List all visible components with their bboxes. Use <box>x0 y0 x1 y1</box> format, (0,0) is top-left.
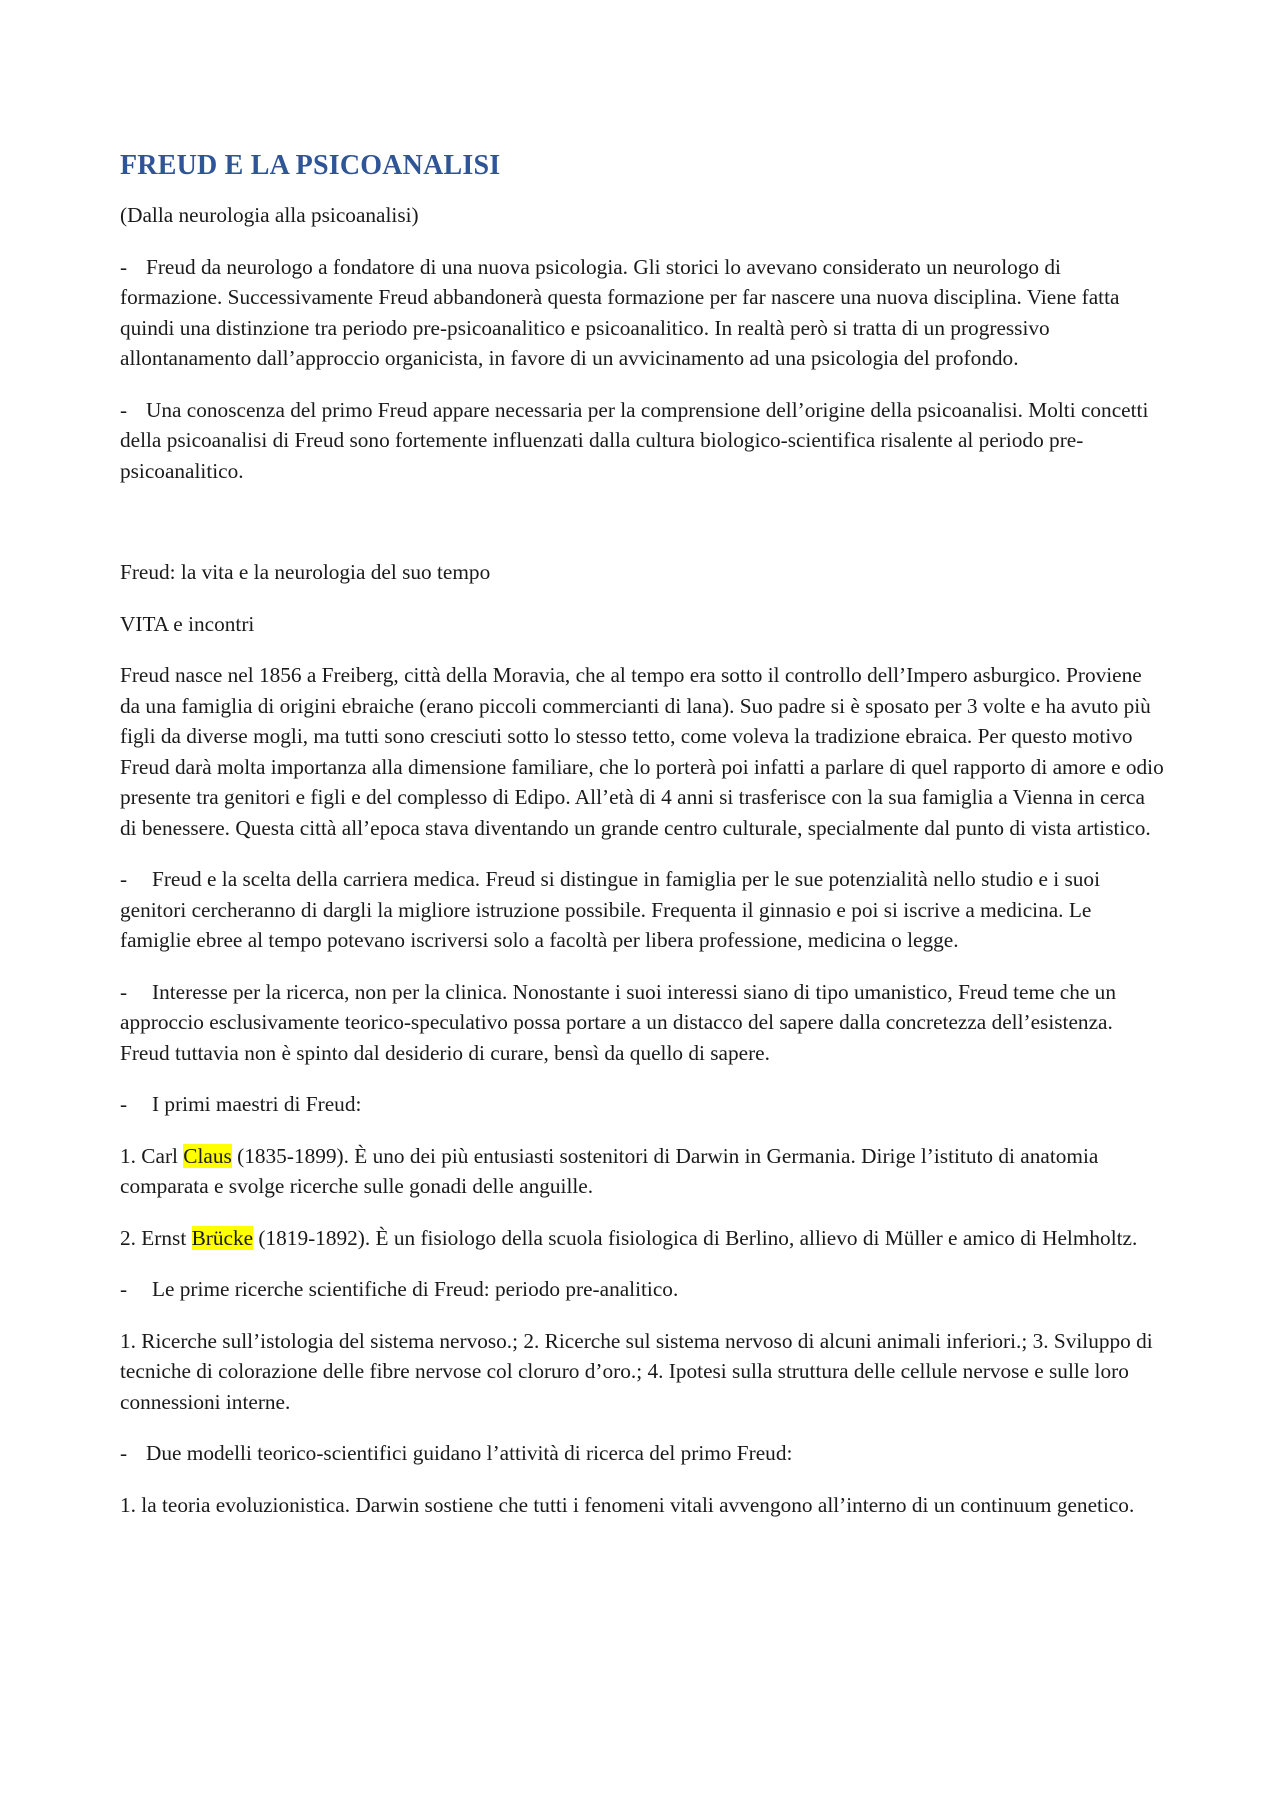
first-research-bullet-text: Le prime ricerche scientifiche di Freud: periodo pre-analitico. <box>152 1277 679 1301</box>
model-item-1: 1. la teoria evoluzionistica. Darwin sostiene che tutti i fenomeni vitali avvengono all’interno di un continuum genetico. <box>120 1492 1135 1517</box>
models-bullet <box>120 1438 1165 1469</box>
intro-bullet-2 <box>120 395 1165 487</box>
life-paragraph: Freud nasce nel 1856 a Freiberg, città della Moravia, che al tempo era sotto il controllo dell’Impero asburgico. Proviene da una famiglia di origini ebraiche (erano piccoli commercianti di lana). Suo padre si è sposato per 3 volte e ha avuto più figli da diverse mogli, ma tutti sono cresciuti sotto lo stesso tetto, come voleva la tradizione ebraica. Per questo motivo Freud darà molta importanza alla dimensione familiare, che lo porterà poi infatti a parlare di quel rapporto di amore e odio presente tra genitori e figli e del complesso di Edipo. All’età di 4 anni si trasferisce con la sua famiglia a Vienna in cerca di benessere. Questa città all’epoca stava diventando un grande centro culturale, specialmente dal punto di vista artistico. <box>120 663 1164 840</box>
bullet-dash: - <box>120 867 128 891</box>
career-bullet-text: Freud e la scelta della carriera medica. Freud si distingue in famiglia per le sue potenzialità nello studio e i suoi genitori cercheranno di dargli la migliore istruzione possibile. Frequenta il ginnasio e poi si iscrive a medicina. Le famiglie ebree al tempo potevano iscriversi solo a facoltà per libera professione, medicina o legge. <box>120 867 1100 952</box>
section-heading: Freud: la vita e la neurologia del suo tempo <box>120 560 491 584</box>
master-1-highlight: Claus <box>183 1143 232 1168</box>
document-page <box>120 148 1165 1541</box>
first-research-bullet <box>120 1274 1165 1305</box>
bullet-dash: - <box>120 397 128 422</box>
research-bullet-text: Interesse per la ricerca, non per la clinica. Nonostante i suoi interessi siano di tipo umanistico, Freud teme che un approccio esclusivamente teorico-speculativo possa portare a un distacco del sapere dalla concretezza dell’esistenza. Freud tuttavia non è spinto dal desiderio di curare, bensì da quello di sapere. <box>120 979 1116 1065</box>
master-1-prefix: 1. Carl <box>120 1143 184 1168</box>
intro-bullet-2-text: Una conoscenza del primo Freud appare necessaria per la comprensione dell’origine della psicoanalisi. Molti concetti della psicoanalisi di Freud sono fortemente influenzati dalla cultura biologico-scientifica risalente al periodo pre-psicoanalitico. <box>120 397 1149 483</box>
document-title: FREUD E LA PSICOANALISI <box>120 150 501 181</box>
research-bullet <box>120 977 1165 1069</box>
master-item-1 <box>120 1141 1165 1202</box>
masters-bullet-text: I primi maestri di Freud: <box>152 1092 362 1116</box>
bullet-dash: - <box>120 254 128 279</box>
master-2-prefix: 2. Ernst <box>120 1225 192 1250</box>
document-subtitle: (Dalla neurologia alla psicoanalisi) <box>120 203 419 227</box>
master-2-highlight: Brücke <box>191 1225 254 1250</box>
bullet-dash: - <box>120 979 128 1004</box>
intro-bullet-1-text: Freud da neurologo a fondatore di una nuova psicologia. Gli storici lo avevano considerato un neurologo di formazione. Successivamente Freud abbandonerà questa formazione per far nascere una nuova disciplina. Viene fatta quindi una distinzione tra periodo pre-psicoanalitico e psicoanalitico. In realtà però si tratta di un progressivo allontanamento dall’approccio organicista, in favore di un avvicinamento ad una psicologia del profondo. <box>120 254 1120 370</box>
master-1-suffix: (1835-1899). È uno dei più entusiasti sostenitori di Darwin in Germania. Dirige l’istituto di anatomia comparata e svolge ricerche sulle gonadi delle anguille. <box>120 1143 1099 1198</box>
research-list: 1. Ricerche sull’istologia del sistema nervoso.; 2. Ricerche sul sistema nervoso di alcuni animali inferiori.; 3. Sviluppo di tecniche di colorazione delle fibre nervose col cloruro d’oro.; 4. Ipotesi sulla struttura delle cellule nervose e sulle loro connessioni interne. <box>120 1328 1153 1414</box>
subsection-heading: VITA e incontri <box>120 611 255 636</box>
models-bullet-text: Due modelli teorico-scientifici guidano l’attività di ricerca del primo Freud: <box>146 1441 793 1465</box>
intro-bullet-1 <box>120 252 1165 374</box>
bullet-dash: - <box>120 1441 128 1465</box>
career-bullet <box>120 864 1165 956</box>
bullet-dash: - <box>120 1277 128 1301</box>
master-item-2 <box>120 1223 1165 1254</box>
section-spacer <box>120 507 1165 557</box>
bullet-dash: - <box>120 1092 128 1116</box>
masters-bullet <box>120 1089 1165 1120</box>
master-2-suffix: (1819-1892). È un fisiologo della scuola fisiologica di Berlino, allievo di Müller e amico di Helmholtz. <box>253 1225 1138 1250</box>
